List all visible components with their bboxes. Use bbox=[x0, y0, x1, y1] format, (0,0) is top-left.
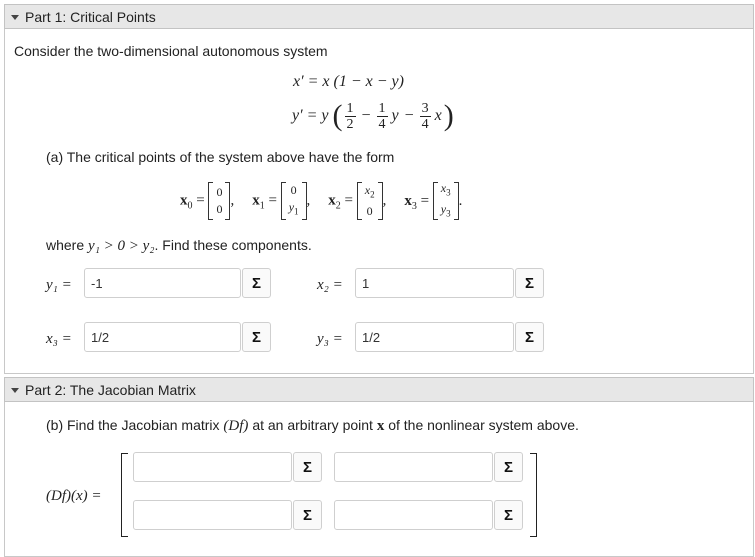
jacobian-sigma-2-2[interactable]: Σ bbox=[494, 500, 523, 530]
matrix-label: (Df)(x) = bbox=[46, 488, 102, 504]
frac-c-num: 3 bbox=[421, 100, 429, 116]
equation-2: y′ = y ( $\frac{1}{2}$ − $\frac{1}{4}$ y − $\frac{3}{4}$ x ) bbox=[292, 99, 454, 132]
y1-input[interactable] bbox=[84, 268, 241, 298]
point-x1: $x_1$ = 0 $y_1$ , bbox=[252, 182, 310, 220]
part2-title: Part 2: The Jacobian Matrix bbox=[25, 381, 196, 398]
where-line: where y₁ > 0 > y₂. Find these components. bbox=[46, 237, 312, 254]
frac-a-den: 2 bbox=[346, 116, 354, 132]
jacobian-input-1-1[interactable] bbox=[133, 452, 292, 482]
jacobian-input-2-2[interactable] bbox=[334, 500, 493, 530]
point-x0: $x_0$ = 0 0 , bbox=[180, 182, 234, 220]
collapse-caret-icon[interactable] bbox=[11, 15, 19, 20]
where-math: y₁ > 0 > y₂ bbox=[88, 238, 155, 254]
eq2-y: y bbox=[391, 107, 399, 124]
jacobian-sigma-1-1[interactable]: Σ bbox=[293, 452, 322, 482]
jacobian-input-2-1[interactable] bbox=[133, 500, 292, 530]
x3-label: x₃ = bbox=[46, 331, 72, 347]
jacobian-sigma-1-2[interactable]: Σ bbox=[494, 452, 523, 482]
question-b: (b) Find the Jacobian matrix (Df) at an arbitrary point x of the nonlinear system above. bbox=[46, 417, 579, 434]
point-x2: $x_2$ = $x_2$ 0 , bbox=[328, 182, 387, 219]
jacobian-sigma-2-1[interactable]: Σ bbox=[293, 500, 322, 530]
part1-header[interactable] bbox=[4, 4, 754, 29]
eq2-x: x bbox=[434, 107, 442, 124]
matrix-left-bracket bbox=[121, 453, 128, 537]
point-x3: $x_3$ = $x_3$ $y_3$ . bbox=[404, 180, 463, 219]
y1-sigma-button[interactable]: Σ bbox=[242, 268, 271, 298]
frac-c-den: 4 bbox=[421, 116, 429, 132]
frac-a-num: 1 bbox=[346, 100, 354, 116]
frac-b-den: 4 bbox=[378, 116, 386, 132]
question-a: (a) The critical points of the system above have the form bbox=[46, 149, 395, 165]
y3-label: y₃ = bbox=[317, 331, 343, 347]
collapse-caret-icon[interactable] bbox=[11, 388, 19, 393]
equation-1: x′ = x (1 − x − y) bbox=[293, 73, 404, 90]
y1-label: y₁ = bbox=[46, 277, 72, 293]
intro-text: Consider the two-dimensional autonomous system bbox=[14, 43, 328, 59]
x3-sigma-button[interactable]: Σ bbox=[242, 322, 271, 352]
part1-title: Part 1: Critical Points bbox=[25, 8, 156, 25]
equation-2-lhs: y′ = y bbox=[292, 107, 329, 124]
frac-b-num: 1 bbox=[378, 100, 386, 116]
part2-header[interactable] bbox=[4, 377, 754, 402]
matrix-right-bracket bbox=[530, 453, 537, 537]
critical-points-row bbox=[180, 180, 462, 222]
y3-sigma-button[interactable]: Σ bbox=[515, 322, 544, 352]
x2-sigma-button[interactable]: Σ bbox=[515, 268, 544, 298]
x2-input[interactable] bbox=[355, 268, 514, 298]
x2-label: x₂ = bbox=[317, 277, 343, 293]
y3-input[interactable] bbox=[355, 322, 514, 352]
jacobian-input-1-2[interactable] bbox=[334, 452, 493, 482]
x3-input[interactable] bbox=[84, 322, 241, 352]
